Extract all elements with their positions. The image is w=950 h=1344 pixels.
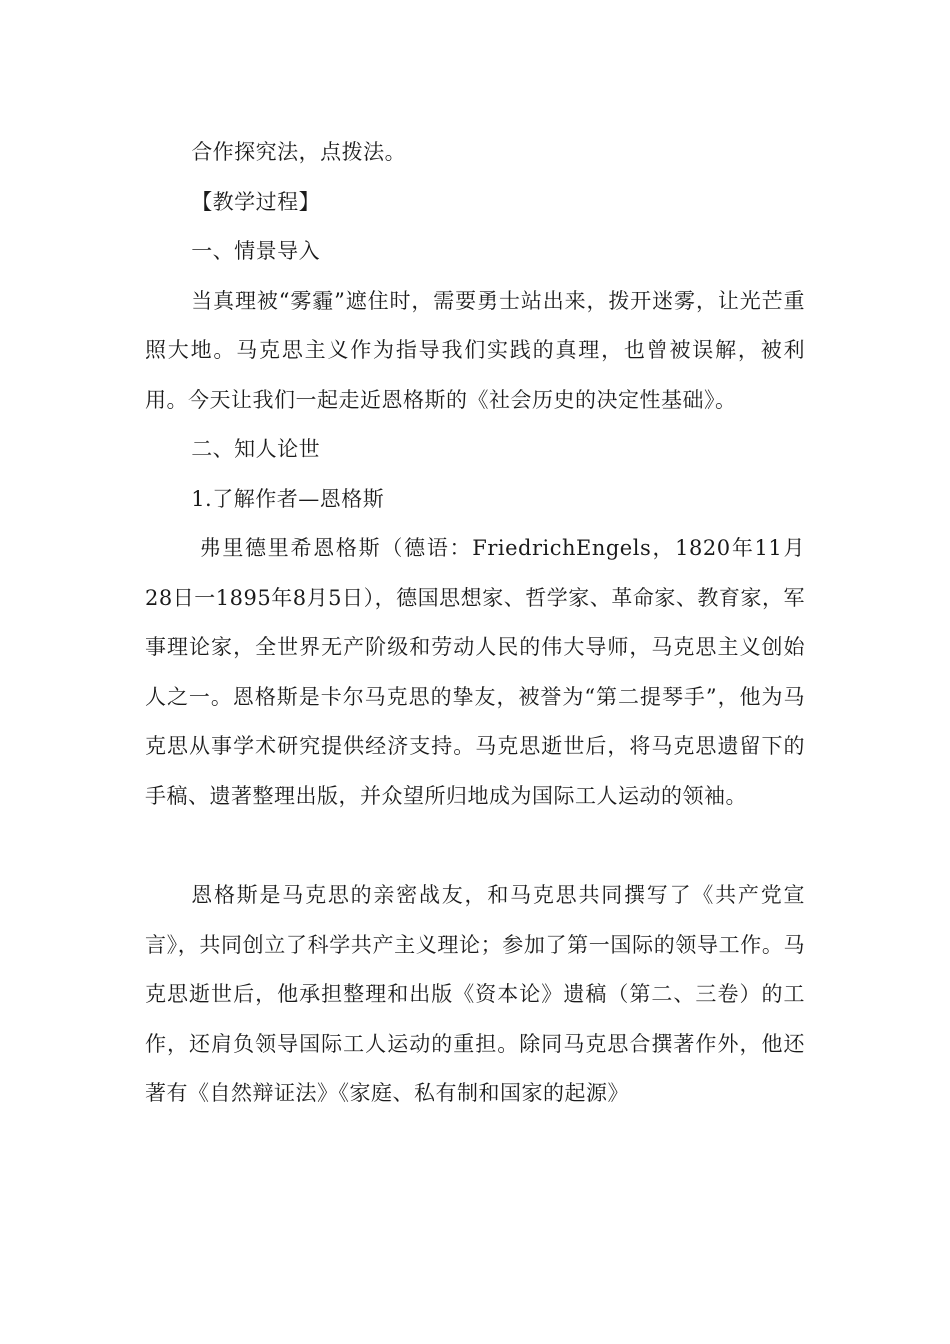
teaching-method-line: 合作探究法，点拨法。 [191,140,407,164]
section-heading-intro: 一、情景导入 [191,239,321,263]
subsection-heading-author: 1.了解作者—恩格斯 [191,486,385,511]
paragraph-gap [145,821,805,871]
teaching-process-heading: 【教学过程】 [191,189,321,214]
intro-paragraph: 当真理被“雾霾”遮住时，需要勇士站出来，拨开迷雾，让光芒重照大地。马克思主义作为指导我们实践的真理，也曾被误解，被利用。今天让我们一起走近恩格斯的《社会历史的决定性基础》。 [145,288,805,412]
author-works-paragraph: 恩格斯是马克思的亲密战友，和马克思共同撰写了《共产党宣言》，共同创立了科学共产主义理论；参加了第一国际的领导工作。马克思逝世后，他承担整理和出版《资本论》遗稿（第二、三卷）的工作，还肩负领导国际工人运动的重担。除同马克思合撰著作外，他还著有《自然辩证法》《家庭、私有制和国家的起源》 [145,883,805,1105]
document-body [145,128,805,1119]
author-bio-paragraph: 弗里德里希恩格斯（德语：FriedrichEngels，1820年11月28日一1895年8月5日），德国思想家、哲学家、革命家、教育家，军事理论家，全世界无产阶级和劳动人民的伟大导师，马克思主义创始人之一。恩格斯是卡尔马克思的挚友，被誉为“第二提琴手”，他为马克思从事学术研究提供经济支持。马克思逝世后，将马克思遗留下的手稿、遗著整理出版，并众望所归地成为国际工人运动的领袖。 [145,536,805,808]
section-heading-author-context: 二、知人论世 [191,437,321,461]
